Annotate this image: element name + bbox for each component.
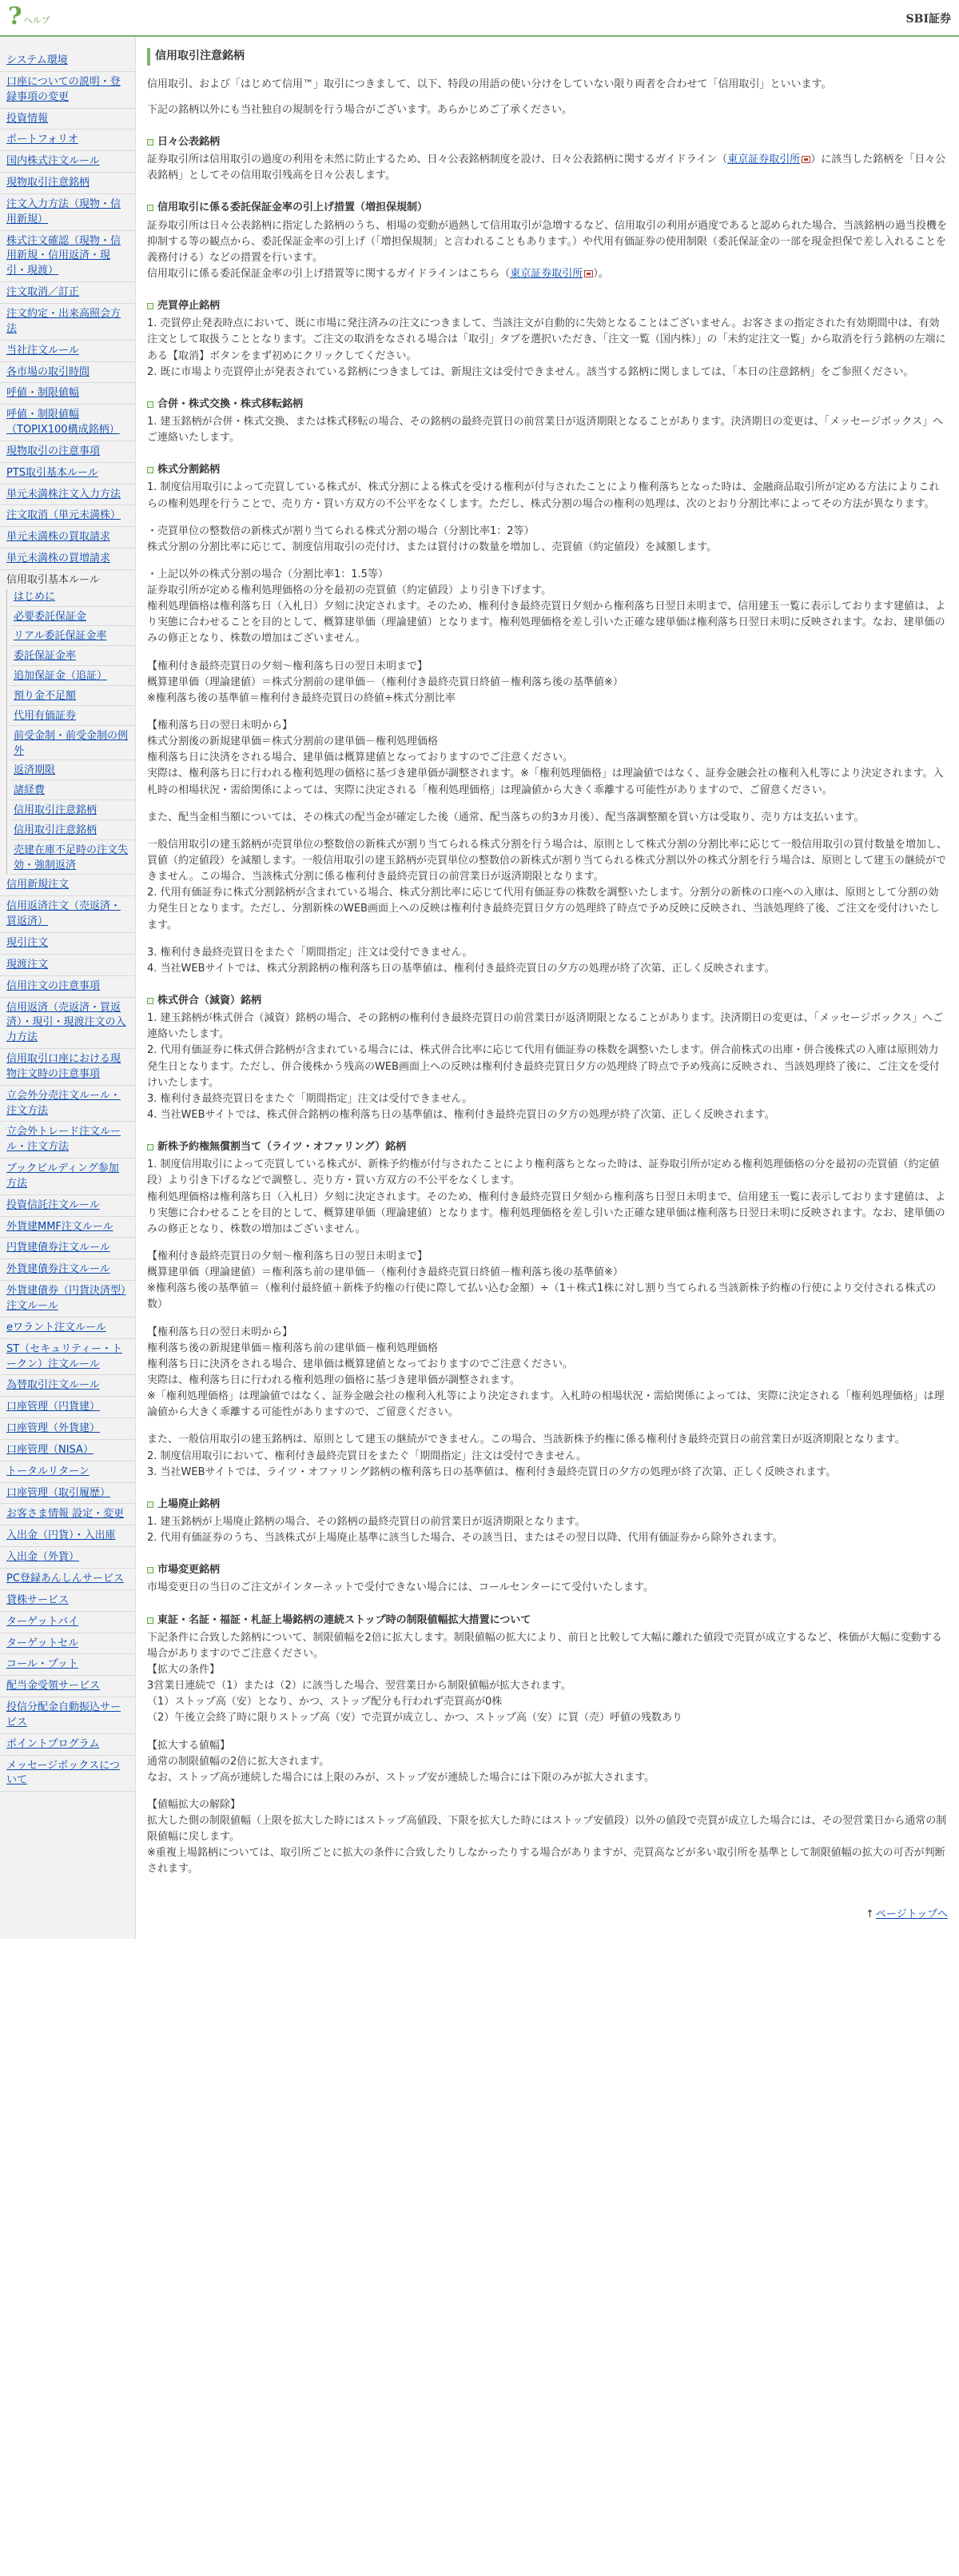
sidebar-link[interactable]: 為替取引注文ルール (6, 1379, 100, 1392)
section-heading-text: 市場変更銘柄 (157, 1564, 221, 1577)
sidebar-item[interactable] (0, 74, 135, 109)
sidebar-link[interactable]: 単元未満株の買増請求 (6, 552, 111, 565)
section-body (147, 414, 948, 446)
square-bullet-icon (147, 1617, 153, 1624)
sidebar-link[interactable]: 信用取引注意銘柄 (14, 804, 97, 817)
text-part: 信用取引に係る委託保証金率の引上げ措置等に関するガイドラインはこちら（ (147, 267, 511, 280)
sidebar-link[interactable]: 国内株式注文ルール (6, 155, 100, 168)
section-body (147, 1157, 948, 1481)
sidebar-item[interactable] (0, 385, 135, 405)
sidebar-item[interactable] (0, 508, 135, 527)
sidebar-link[interactable]: お客さま情報 設定・変更 (6, 1508, 125, 1521)
section-body (147, 316, 948, 381)
sidebar-item[interactable] (0, 1571, 135, 1590)
sidebar-item[interactable] (0, 233, 135, 283)
sidebar-list-2 (0, 877, 135, 1792)
section-line: 実際は、権利落ち日に行われる権利処理の価格に基づき建単価が調整されます。 (147, 1374, 520, 1386)
sidebar-link[interactable]: ST（セキュリティー・トークン）注文ルール (6, 1342, 122, 1370)
section-line: 【権利付き最終売買日の夕刻～権利落ち日の翌日未明まで】 (147, 660, 428, 672)
spacer (147, 1727, 948, 1738)
sidebar-link[interactable]: 口座についての説明・登録事項の変更 (6, 75, 121, 103)
sidebar-item[interactable] (0, 1051, 135, 1086)
section-line: また、一般信用取引の建玉銘柄は、原則として建玉の継続ができません。この場合、当該新株予約権に係る権利付き最終売買日の前営業日が返済期限となります。 (147, 1434, 905, 1446)
sidebar-item[interactable] (0, 1219, 135, 1238)
section-line: （2）午後立会終了時に限りストップ高（安）で売買が成立し、かつ、ストップ高（安）に買（売）呼値の残数あり (147, 1712, 682, 1725)
section-body (147, 480, 948, 977)
sidebar-item[interactable] (10, 843, 135, 875)
sidebar-item-current-group: 信用取引基本ルール (6, 573, 100, 586)
header (0, 0, 959, 37)
sidebar-link[interactable]: 預り金不足額 (14, 690, 77, 702)
sidebar-item[interactable] (0, 444, 135, 463)
sidebar-link[interactable]: コール・プット (6, 1658, 78, 1671)
section-line: 3営業日連続で（1）または（2）に該当した場合、翌営業日から制限値幅が拡大されます。 (147, 1680, 571, 1693)
sidebar-link[interactable]: 注文入力方法（現物・信用新規） (6, 197, 121, 225)
sidebar-link[interactable]: ポートフォリオ (6, 134, 78, 146)
sidebar-item[interactable] (0, 343, 135, 362)
sidebar-link[interactable]: 代用有価証券 (14, 709, 77, 722)
section-line: 【権利付き最終売買日の夕刻～権利落ち日の翌日未明まで】 (147, 1250, 428, 1262)
sidebar-link[interactable]: 立会外分売注文ルール・注文方法 (6, 1089, 121, 1117)
section-line: 1. 建玉銘柄が株式併合（減資）銘柄の場合、その銘柄の権利付き最終売買日の前営業日が返済期限となることがあります。決済期日の変更は、「メッセージボックス」へご連絡いたします。 (147, 1012, 944, 1041)
sidebar-link[interactable]: 投資信託注文ルール (6, 1198, 100, 1211)
spacer (147, 556, 948, 567)
section-heading (147, 200, 948, 216)
section-heading (147, 397, 948, 413)
sidebar-item[interactable] (10, 668, 135, 686)
section-line: 権利処理価格は権利落ち日（入札日）夕刻に決定されます。そのため、権利付き最終売買日夕刻から権利落ち日翌日未明まで、信用建玉一覧に表示しております建値は、より実態に合わせることを目的として、概算建単価（理論建値）となります。権利処理価格を差し引いた正確な建単価は権利落ち日翌日未明に反映されます。なお、建単価のみの修正となり、株数の増加はございません。 (147, 1190, 946, 1235)
sidebar-link[interactable]: 貸株サービス (6, 1593, 70, 1606)
section-line: 2. 制度信用取引において、権利付き最終売買日をまたぐ「期間指定」注文は受付できません。 (147, 1449, 587, 1462)
section-text: 証券取引所は日々公表銘柄に指定した銘柄のうち、相場の変動が過熱して信用取引が急増するなど、信用取引の利用が過度であると認められた場合、当該銘柄の過当投機を抑制する等の観点から、委託保証金率の引上げ（「増担保規制」と言われることもあります。）や代用有価証券の使用制限（委託保証金の一部を現金担保で差し入れることを義務付ける）などの措置を行います。 (147, 219, 948, 264)
section-margin (147, 200, 948, 282)
section-line: 権利落ち後の新規建単価＝権利落ち前の建単価－権利処理価格 (147, 1342, 439, 1354)
sidebar-item[interactable] (0, 1506, 135, 1525)
spacer (147, 512, 948, 524)
square-bullet-icon (147, 1567, 153, 1573)
sidebar-item[interactable] (0, 877, 135, 896)
sidebar-item[interactable] (0, 1124, 135, 1158)
help-question-icon: ? (8, 2, 22, 30)
sidebar-item[interactable] (0, 1593, 135, 1612)
section-line: 実際は、権利落ち日に行われる権利処理の価格に基づき建単価が調整されます。※「権利処理価格」は理論値ではなく、証券金融会社の権利入札等により決定されます。入札時の相場状況・需給関係によっては、実際に決定される「権利処理価格」は理論値から大きく乖離する可能性がありますので、ご留意ください。 (147, 768, 944, 796)
spacer (147, 707, 948, 718)
square-bullet-icon (147, 1144, 153, 1150)
sidebar-link[interactable]: ターゲットバイ (6, 1615, 79, 1628)
section-line: 【権利落ち日の翌日未明から】 (147, 1326, 293, 1338)
sidebar-link[interactable]: 各市場の取引時間 (6, 365, 90, 378)
sidebar-item[interactable] (0, 175, 135, 194)
sidebar-item[interactable] (0, 154, 135, 173)
section-heading-text: 新株予約権無償割当て（ライツ・オファリング）銘柄 (157, 1141, 407, 1154)
sidebar-link[interactable]: 諸経費 (14, 784, 46, 797)
section-line: 2. 代用有価証券に株式分割銘柄が含まれている場合、株式分割比率に応じて代用有価証券の株数を調整いたします。分割分の新株の口座への入庫は、原則として分割の効力発生日となります。ただし、分割新株のWEB画面上への反映は権利付き最終売買日夕方の処理終了時点で予め反映に反映され、当該処理終了後、ご注文を受付けいたします。 (147, 887, 940, 931)
sidebar-item[interactable] (0, 1485, 135, 1505)
section-limit-expansion (147, 1613, 948, 1878)
sidebar-link[interactable]: 当社注文ルール (6, 344, 79, 357)
section-line: 【拡大する値幅】 (147, 1739, 231, 1752)
sidebar-item[interactable] (0, 197, 135, 231)
section-heading-text: 日々公表銘柄 (157, 135, 221, 148)
sidebar-sublist (6, 589, 135, 875)
sidebar-link[interactable]: 信用新規注文 (6, 879, 70, 891)
sidebar-link[interactable]: eワラント注文ルール (6, 1321, 106, 1334)
sidebar-link[interactable]: PTS取引基本ルール (6, 466, 98, 479)
text-part: 証券取引所は信用取引の過度の利用を未然に防止するため、日々公表銘柄制度を設け、日々公表銘柄に関するガイドライン（ (147, 154, 728, 166)
spacer (147, 934, 948, 945)
sidebar-item[interactable] (0, 1399, 135, 1418)
sidebar-link[interactable]: 配当金受領サービス (6, 1680, 101, 1693)
section-heading (147, 134, 948, 150)
square-bullet-icon (147, 998, 153, 1004)
section-line: また、配当金相当額については、その株式の配当金が確定した後（通常、配当落ちの約3カ月後）、配当落調整額を買い方は受取り、売り方は支払います。 (147, 811, 865, 823)
square-bullet-icon (147, 139, 153, 146)
sidebar-link[interactable]: 信用取引注意銘柄 (14, 823, 97, 836)
section-merger (147, 397, 948, 446)
sidebar-link[interactable]: 外貨建債券注文ルール (6, 1263, 110, 1276)
section-line: 3. 当社WEBサイトでは、ライツ・オファリング銘柄の権利落ち日の基準値は、権利付き最終売買日の夕方の処理が終了次第、正しく反映されます。 (147, 1465, 837, 1478)
sidebar-item[interactable] (0, 365, 135, 384)
sidebar-item[interactable] (0, 1240, 135, 1259)
sidebar-item[interactable] (10, 763, 135, 780)
sidebar-link[interactable]: ブックビルディング参加方法 (6, 1162, 119, 1190)
sidebar-item[interactable] (10, 648, 135, 666)
square-bullet-icon (147, 1501, 153, 1508)
sidebar-item[interactable] (0, 465, 135, 484)
section-line: （1）ストップ高（安）となり、かつ、ストップ配分も行われず売買高が0株 (147, 1696, 503, 1709)
section-rights (147, 1139, 948, 1481)
sidebar-item[interactable] (0, 1549, 135, 1569)
sidebar-item[interactable] (0, 1442, 135, 1461)
sidebar-link[interactable]: システム環境 (6, 54, 68, 66)
sidebar-link[interactable]: 返済期限 (14, 764, 56, 777)
sidebar-item[interactable] (0, 1758, 135, 1792)
page-top-area (147, 1907, 948, 1923)
sidebar-link[interactable]: 口座管理（取引履歴） (6, 1486, 111, 1499)
sidebar-item[interactable] (0, 1700, 135, 1734)
section-line: 拡大した側の制限値幅（上限を拡大した時にはストップ高値段、下限を拡大した時にはストップ安値段）以外の値段で売買が成立した場合には、その翌営業日から通常の制限値幅に戻します。 (147, 1815, 947, 1844)
sidebar-link[interactable]: メッセージボックスについて (6, 1759, 120, 1787)
sidebar-item[interactable] (0, 1657, 135, 1676)
sidebar-link[interactable]: 現物取引注意銘柄 (6, 177, 90, 189)
sidebar-link[interactable]: 現物取引の注意事項 (6, 445, 101, 457)
external-link-icon (584, 270, 593, 277)
sidebar-link[interactable]: リアル委託保証金率 (14, 630, 107, 643)
sidebar-link[interactable]: 円貨建債券注文ルール (6, 1242, 110, 1254)
section-market-change (147, 1562, 948, 1596)
section-line: ・上記以外の株式分割の場合（分割比率1：1.5等） (147, 568, 388, 580)
sidebar-item[interactable] (10, 823, 135, 840)
section-line: 通常の制限値幅の2倍に拡大されます。 (147, 1755, 330, 1768)
sidebar-link[interactable]: 委託保証金率 (14, 650, 77, 663)
section-line: 2. 既に市場より売買停止が発表されている銘柄につきましては、新規注文は受付できません。該当する銘柄に関しましては、「本日の注意銘柄」をご参照ください。 (147, 365, 914, 378)
sidebar-link[interactable]: 現引注文 (6, 936, 49, 949)
sidebar-group (0, 572, 135, 589)
external-link-icon (802, 156, 810, 163)
section-text (147, 266, 948, 282)
section-heading-text: 上場廃止銘柄 (157, 1497, 221, 1510)
tse-guideline-link[interactable]: 東京証券取引所 (510, 267, 583, 280)
sidebar-item[interactable] (0, 957, 135, 976)
section-line: 一般信用取引の建玉銘柄が売買単位の整数倍の新株式が割り当てられる株式分割を行う場合は、原則として株式分割の分割比率に応じて一般信用取引の買付数量を増加し、買値（約定値段）を減額します。一般信用取引の建玉銘柄が売買単位の整数倍の新株式が割り当てられる株式分割以外の株式分割を行う場合は、原則として建玉の継続ができません。この場合、当該株式分割に係る権利付き最終売買日の前営業日が返済期限となります。 (147, 838, 948, 883)
section-line: 1. 建玉銘柄が上場廃止銘柄の場合、その銘柄の最終売買日の前営業日が返済期限となります。 (147, 1515, 586, 1528)
sidebar-item[interactable] (10, 803, 135, 820)
section-line: 株式分割の分割比率に応じて、制度信用取引の売付け、または買付けの数量を増加し、売買値（約定値段）を減額します。 (147, 540, 718, 553)
sidebar-item[interactable] (10, 628, 135, 646)
section-line: 2. 代用有価証券に株式併合銘柄が含まれている場合には、株式併合比率に応じて代用有価証券の株数を調整いたします。併合前株式の出庫・併合後株式の入庫は原則効力発生日となります。ただし、併合後株かう残高のWEB画面上への反映は権利付き最終売買日夕方の処理終了時点で予め残高に反映され、当該処理終了後に、ご注文を受付けいたします。 (147, 1044, 940, 1089)
sidebar-item[interactable] (10, 783, 135, 800)
sidebar-link[interactable]: ポイントプログラム (6, 1737, 100, 1750)
sidebar-list (0, 53, 135, 570)
sidebar-link[interactable]: 注文約定・出来高照会方法 (6, 307, 121, 335)
up-arrow-icon: ↑ (865, 1908, 874, 1920)
sidebar-link[interactable]: 注文取消／訂正 (6, 286, 80, 299)
section-heading-text: 東証・名証・福証・札証上場銘柄の連続ストップ時の制限値幅拡大措置について (157, 1613, 531, 1626)
sidebar-link[interactable]: 売建在庫不足時の注文失効・強制返済 (14, 843, 129, 871)
sidebar-link[interactable]: 必要委託保証金 (14, 610, 87, 623)
spacer (147, 648, 948, 659)
section-line: 市場変更日の当日のご注文がインターネットで受付できない場合には、コールセンターにて受付いたします。 (147, 1581, 655, 1594)
sidebar-item[interactable] (0, 529, 135, 548)
section-heading-text: 株式併合（減資）銘柄 (157, 995, 262, 1007)
section-line: 1. 建玉銘柄が合併・株式交換、または株式移転の場合、その銘柄の最終売買日の前営業日が返済期限となることがあります。決済期日の変更は、「メッセージボックス」へご連絡いたします。 (147, 415, 944, 445)
section-line: なお、ストップ高が連続した場合には上限のみが、ストップ安が連続した場合には下限のみが拡大されます。 (147, 1771, 655, 1784)
sidebar-item[interactable] (10, 708, 135, 726)
section-line: 権利落ち日に決済をされる場合、建単価は概算建値となっておりますのでご注意ください。 (147, 1358, 574, 1370)
section-line: 概算建単価（理論建値）＝権利落ち前の建単価－（権利付き最終売買日終値－権利落ち後の基準値※） (147, 1266, 623, 1279)
section-heading (147, 1613, 948, 1629)
section-split (147, 462, 948, 977)
sidebar-link[interactable]: 信用注文の注意事項 (6, 979, 101, 992)
sidebar-item[interactable] (0, 285, 135, 304)
sidebar-item[interactable] (10, 688, 135, 706)
section-line: 株式分割後の新規建単価＝株式分割前の建単価－権利処理価格 (147, 736, 439, 748)
section-heading (147, 1497, 948, 1513)
section-line: 4. 当社WEBサイトでは、株式併合銘柄の権利落ち日の基準値は、権利付き最終売買日の夕方の処理が終了次第、正しく反映されます。 (147, 1109, 775, 1121)
sidebar-item[interactable] (0, 979, 135, 998)
section-line: ・売買単位の整数倍の新株式が割り当てられる株式分割の場合（分割比率1：2等） (147, 524, 535, 537)
sidebar-item[interactable] (0, 132, 135, 151)
sidebar-item[interactable] (0, 1378, 135, 1397)
sidebar-link[interactable]: 口座管理（円貨建） (6, 1401, 101, 1414)
section-text (147, 152, 948, 184)
brand-logo: SBI証券 (905, 13, 951, 26)
sidebar-item[interactable] (0, 407, 135, 441)
sidebar-link[interactable]: トータルリターン (6, 1465, 90, 1477)
sidebar-link[interactable]: 呼値・制限値幅（TOPIX100構成銘柄） (6, 409, 120, 437)
section-line: 3. 権利付き最終売買日をまたぐ「期間指定」注文は受付できません。 (147, 946, 473, 959)
section-heading-text: 合併・株式交換・株式移転銘柄 (157, 397, 304, 410)
text-part: ）に該当した銘柄を「日々公表銘柄」としてその信用取引残高を日々公表します。 (147, 154, 946, 182)
square-bullet-icon (147, 401, 153, 408)
section-line: 1. 制度信用取引によって売買している株式が、新株予約権が付与されたことにより権利落ちとなった時は、証券取引所が定める権利処理価格の分を最初の売買値（約定値段）より引き下げるなどで調整し、売り方・買い方双方の不公平をなくします。 (147, 1158, 940, 1187)
square-bullet-icon (147, 303, 153, 309)
sidebar-link[interactable]: ターゲットセル (6, 1637, 79, 1649)
section-heading (147, 993, 948, 1009)
sidebar-item[interactable] (0, 1161, 135, 1195)
sidebar-link[interactable]: 株式注文確認（現物・信用新規・信用返済・現引・現渡） (6, 234, 121, 277)
main-content (136, 37, 959, 1939)
sidebar-item[interactable] (0, 1614, 135, 1633)
sidebar-item[interactable] (10, 589, 135, 607)
section-body (147, 1514, 948, 1546)
text-part: ）。 (593, 267, 609, 280)
square-bullet-icon (147, 205, 153, 211)
sidebar-item[interactable] (0, 306, 135, 341)
section-line: 権利処理価格は権利落ち日（入札日）夕刻に決定されます。そのため、権利付き最終売買日夕刻から権利落ち日翌日未明まで、信用建玉一覧に表示しております建値は、より実態に合わせることを目的として、概算建単価（理論建値）となります。権利処理価格を差し引いた正確な建単価は権利落ち日翌日未明に反映されます。なお、建単価のみの修正となり、株数の増加はございません。 (147, 600, 946, 645)
section-heading-text: 信用取引に係る委託保証金率の引上げ措置（増担保規制） (157, 201, 428, 214)
sidebar-link[interactable]: 呼値・制限値幅 (6, 387, 80, 400)
sidebar-item[interactable] (0, 1262, 135, 1281)
spacer (147, 1786, 948, 1797)
tse-link[interactable]: 東京証券取引所 (727, 154, 801, 166)
sidebar-item[interactable] (0, 53, 135, 72)
section-line: 4. 当社WEBサイトでは、株式分割銘柄の権利落ち日の基準値は、権利付き最終売買日の夕方の処理が終了次第、正しく反映されます。 (147, 962, 775, 975)
sidebar-link[interactable]: 投資情報 (6, 112, 49, 125)
page-title: 信用取引注意銘柄 (147, 48, 948, 66)
sidebar-link[interactable]: 単元未満株の買取請求 (6, 531, 111, 544)
section-line: 下記条件に合致した銘柄について、制限値幅を2倍に拡大します。制限値幅の拡大により、前日と比較して大幅に離れた値段で売買が成立するなど、株価が大幅に変動する場合がありますのでご注意ください。 (147, 1631, 942, 1660)
sidebar-link[interactable]: 外貨建MMF注文ルール (6, 1220, 113, 1233)
section-line: 【値幅拡大の解除】 (147, 1798, 241, 1811)
section-line: 2. 代用有価証券のうち、当該株式が上場廃止基準に該当した場合、その該当日、またはその翌日以降、代用有価証券から除外されます。 (147, 1532, 783, 1545)
section-line: 【拡大の条件】 (147, 1663, 221, 1676)
section-heading (147, 298, 948, 314)
section-body (147, 1630, 948, 1878)
sidebar-item[interactable] (0, 1636, 135, 1655)
sidebar-item[interactable] (0, 1088, 135, 1123)
sidebar-item[interactable] (0, 1528, 135, 1547)
sidebar-item[interactable] (0, 1000, 135, 1050)
sidebar-item[interactable] (0, 1320, 135, 1339)
section-heading (147, 462, 948, 478)
sidebar-item[interactable] (0, 1198, 135, 1217)
help-label: ヘルプ (23, 14, 50, 26)
section-body (147, 1580, 948, 1596)
spacer (147, 826, 948, 837)
page-top-link[interactable]: ページトップへ (875, 1908, 948, 1920)
sidebar-link[interactable]: 単元未満株注文入力方法 (6, 488, 121, 500)
sidebar-link[interactable]: PC登録あんしんサービス (6, 1572, 124, 1585)
sidebar-item[interactable] (0, 1737, 135, 1756)
section-consolidation (147, 993, 948, 1123)
section-heading (147, 1139, 948, 1155)
sidebar-link[interactable]: 投信分配金自動振込サービス (6, 1701, 121, 1729)
section-delist (147, 1497, 948, 1546)
sidebar-item[interactable] (0, 1283, 135, 1318)
section-line: 【権利落ち日の翌日未明から】 (147, 720, 293, 732)
sidebar-item[interactable] (0, 935, 135, 955)
section-line: 権利落ち日に決済をされる場合、建単価は概算建値となっておりますのでご注意ください。 (147, 752, 574, 764)
sidebar-link[interactable]: 信用返済注文（売返済・買返済） (6, 900, 121, 928)
section-line: ※「権利処理価格」は理論値ではなく、証券金融会社の権利入札等により決定されます。入札時の相場状況・需給関係によっては、実際に決定される「権利処理価格」は理論値から大きく乖離する可能性がありますので、ご留意ください。 (147, 1390, 945, 1419)
square-bullet-icon (147, 467, 153, 473)
section-heading-text: 売買停止銘柄 (157, 300, 221, 313)
sidebar-item[interactable] (0, 899, 135, 933)
spacer (147, 1238, 948, 1249)
sidebar-item[interactable] (0, 1678, 135, 1697)
sidebar-item[interactable] (0, 111, 135, 130)
sidebar (0, 37, 136, 1939)
sidebar-item[interactable] (0, 1342, 135, 1376)
section-heading (147, 1562, 948, 1578)
section-line: 概算建単価（理論建値）＝株式分割前の建単価－（権利付き最終売買日終値－権利落ち後の基準値※） (147, 676, 623, 688)
spacer (147, 799, 948, 810)
section-line: 証券取引所が定める権利処理価格の分を最初の売買値（約定値段）より引き下げます。 (147, 584, 551, 597)
sidebar-link[interactable]: 追加保証金（追証） (14, 670, 108, 683)
sidebar-item[interactable] (10, 609, 135, 627)
sidebar-item[interactable] (10, 728, 135, 761)
sidebar-link[interactable]: 注文取消（単元未満株） (6, 509, 121, 522)
section-line: ※権利落ち後の基準値＝権利付き最終売買日の終値÷株式分割比率 (147, 692, 456, 704)
intro-text: 信用取引、および「はじめて信用™」取引につきまして、以下、特段の用語の使い分けをしていない限り両者を合わせて「信用取引」といいます。 (147, 78, 832, 90)
section-halt (147, 298, 948, 381)
sidebar-link[interactable]: 口座管理（NISA） (6, 1443, 94, 1456)
sidebar-link[interactable]: 入出金（外貨） (6, 1551, 80, 1564)
sidebar-link[interactable]: 信用取引口座における現物注文時の注意事項 (6, 1053, 121, 1080)
sidebar-link[interactable]: 口座管理（外貨建） (6, 1422, 101, 1435)
intro-note: 下記の銘柄以外にも当社独自の規制を行う場合がございます。あらかじめご了承ください。 (147, 103, 572, 116)
sidebar-item[interactable] (0, 1421, 135, 1440)
spacer (147, 1314, 948, 1325)
spacer (147, 1421, 948, 1432)
section-heading-text: 株式分割銘柄 (157, 464, 221, 477)
sidebar-link[interactable]: はじめに (14, 590, 56, 603)
sidebar-link[interactable]: 前受金制・前受金制の例外 (14, 729, 129, 757)
sidebar-link[interactable]: 立会外トレード注文ルール・注文方法 (6, 1126, 121, 1154)
sidebar-link[interactable]: 外貨建債券（円貨決済型）注文ルール (6, 1285, 126, 1312)
section-line: 1. 制度信用取引によって売買している株式が、株式分割による株式を受ける権利が付与されたことにより権利落ちとなった時は、金融商品取引所が定める方法によりこれらの権利処理を行うことで、売り方・買い方双方の不公平をなくします。ただし、株式分割の場合の権利の処理は、次のとおり分割比率によってその方法が異なります。 (147, 481, 940, 510)
sidebar-item[interactable] (0, 551, 135, 570)
section-daily (147, 134, 948, 184)
sidebar-link[interactable]: 現渡注文 (6, 958, 49, 971)
sidebar-link[interactable]: 入出金（円貨）・入出庫 (6, 1529, 116, 1542)
help-logo[interactable] (8, 2, 50, 30)
section-body (147, 1011, 948, 1123)
section-line: 1. 売買停止発表時点において、既に市場に発注済みの注文につきまして、当該注文が自動的に失効となることはございません。お客さまの指定された有効期間中は、有効注文として取扱うこととなります。ご注文の取消をなされる場合は「取引」タブを選択いただき、「注文一覧（国内株）」の「未約定注文一覧」から取消を行う銘柄の左端にある【取消】ボタンをまず初めにクリックしてください。 (147, 317, 946, 362)
sidebar-item[interactable] (0, 1464, 135, 1483)
sidebar-link[interactable]: 信用返済（売返済・買返済）・現引・現渡注文の入力方法 (6, 1001, 126, 1044)
sidebar-item[interactable] (0, 487, 135, 506)
section-line: 3. 権利付き最終売買日をまたぐ「期間指定」注文は受付できません。 (147, 1092, 473, 1105)
section-line: ※権利落ち後の基準値＝（権利付最終値＋新株予約権の行使に際して払い込む金額）÷（1＋株式1株に対し割り当てられる当該新株予約権の行使により交付される株式の数） (147, 1282, 937, 1311)
section-line: ※重複上場銘柄については、取引所ごとに拡大の条件に合致したりしなかったりする場合がありますが、売買高などが多い取引所を基準として制限値幅の拡大の可否が判断されます。 (147, 1847, 945, 1876)
